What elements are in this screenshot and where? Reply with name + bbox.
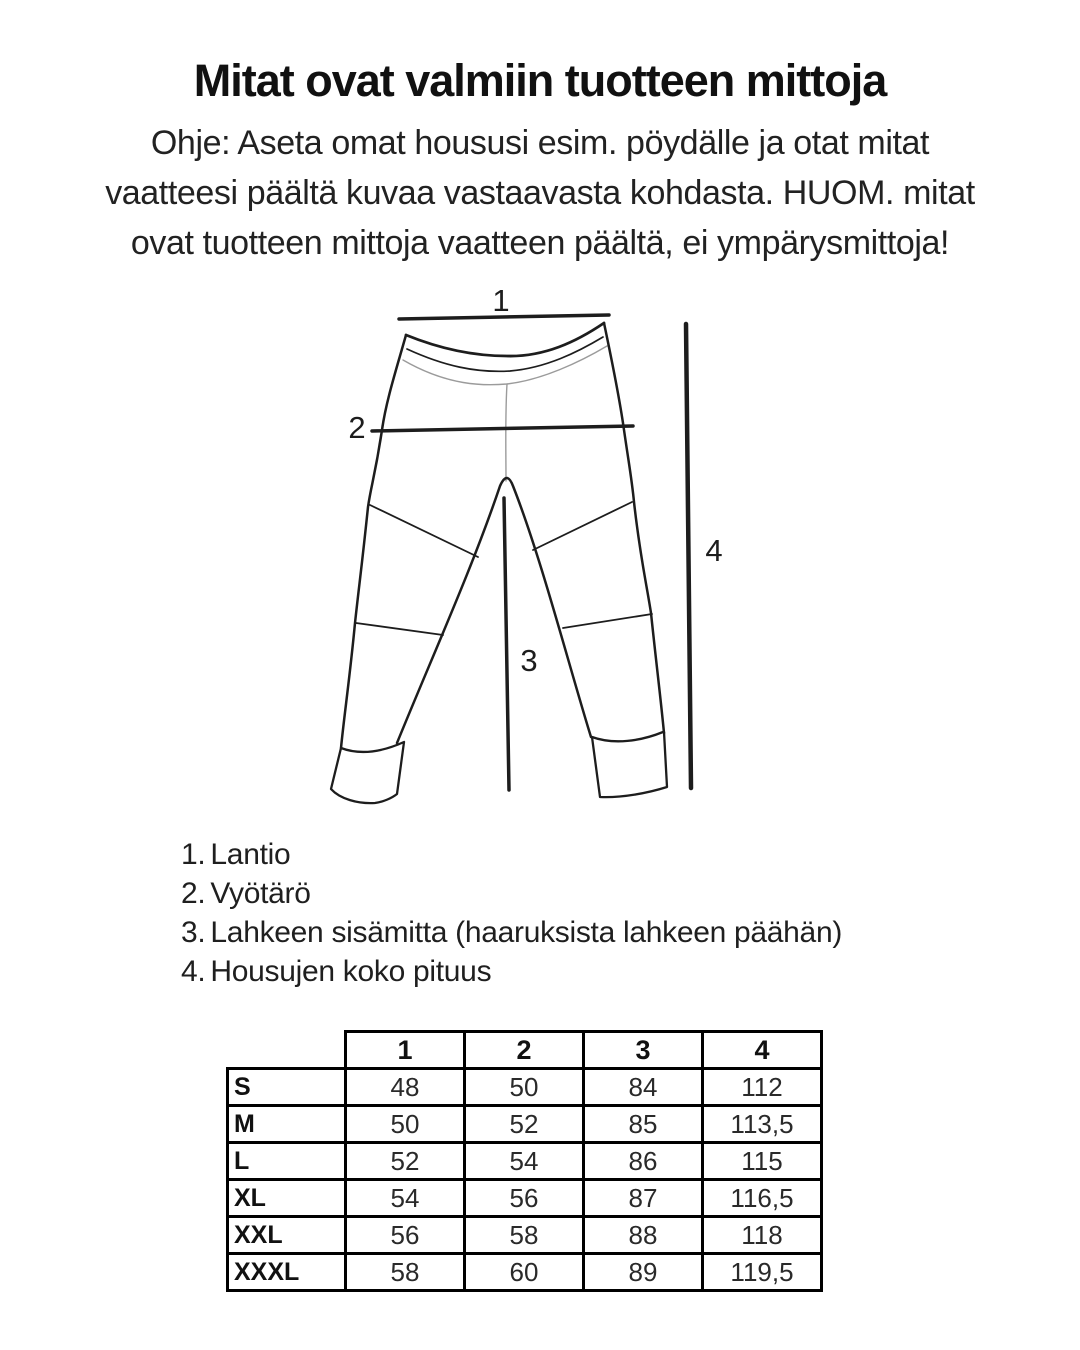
measurement-value-cell: 86 xyxy=(584,1143,703,1180)
measurement-line-4 xyxy=(686,324,691,788)
measurement-value-cell: 112 xyxy=(703,1069,822,1106)
instructions xyxy=(0,118,1080,268)
measurement-value-cell: 54 xyxy=(346,1180,465,1217)
column-header-3: 3 xyxy=(584,1032,703,1069)
measurement-label-3: 3 xyxy=(520,643,538,678)
measurement-value-cell: 52 xyxy=(346,1143,465,1180)
measurement-line-3 xyxy=(504,498,509,790)
table-row xyxy=(228,1143,822,1180)
measurement-value-cell: 56 xyxy=(465,1180,584,1217)
measurement-value-cell: 84 xyxy=(584,1069,703,1106)
measurement-value-cell: 56 xyxy=(346,1217,465,1254)
pants-diagram xyxy=(320,285,780,815)
size-label-cell: M xyxy=(228,1106,346,1143)
table-row xyxy=(228,1180,822,1217)
legend-item-number: 4. xyxy=(181,955,206,988)
size-label-cell: XXL xyxy=(228,1217,346,1254)
measurement-value-cell: 54 xyxy=(465,1143,584,1180)
instruction-line: Ohje: Aseta omat housusi esim. pöydälle ja otat mitat xyxy=(150,124,930,162)
table-row xyxy=(228,1254,822,1291)
waistband-top-edge xyxy=(406,323,604,356)
column-header-4: 4 xyxy=(703,1032,822,1069)
table-corner-cell xyxy=(228,1032,346,1069)
size-label-cell: L xyxy=(228,1143,346,1180)
legend-item-label: Lahkeen sisämitta (haaruksista lahkeen päähän) xyxy=(210,916,843,949)
measurement-value-cell: 113,5 xyxy=(703,1106,822,1143)
measurement-value-cell: 85 xyxy=(584,1106,703,1143)
measurement-value-cell: 60 xyxy=(465,1254,584,1291)
size-label-cell: S xyxy=(228,1069,346,1106)
legend-item xyxy=(181,874,842,913)
legend-item-number: 2. xyxy=(181,877,206,910)
measurement-value-cell: 119,5 xyxy=(703,1254,822,1291)
measurement-value-cell: 52 xyxy=(465,1106,584,1143)
waistband-seam xyxy=(407,337,603,371)
measurement-value-cell: 50 xyxy=(465,1069,584,1106)
legend-item xyxy=(181,913,842,952)
measurement-value-cell: 87 xyxy=(584,1180,703,1217)
measurement-value-cell: 58 xyxy=(465,1217,584,1254)
column-header-1: 1 xyxy=(346,1032,465,1069)
inseam-edges xyxy=(397,478,591,743)
measurement-value-cell: 116,5 xyxy=(703,1180,822,1217)
measurement-value-cell: 115 xyxy=(703,1143,822,1180)
left-cuff xyxy=(331,742,404,803)
measurement-line-2 xyxy=(372,426,633,431)
legend-item xyxy=(181,835,842,874)
column-header-2: 2 xyxy=(465,1032,584,1069)
measurement-value-cell: 58 xyxy=(346,1254,465,1291)
measurement-value-cell: 88 xyxy=(584,1217,703,1254)
left-outer-edge xyxy=(341,335,406,748)
center-front-seam xyxy=(506,384,507,481)
size-table xyxy=(226,1030,823,1292)
size-label-cell: XXXL xyxy=(228,1254,346,1291)
measurement-label-2: 2 xyxy=(348,410,366,445)
pants-drawing xyxy=(320,285,780,815)
legend-item-label: Housujen koko pituus xyxy=(210,955,492,988)
page-title: Mitat ovat valmiin tuotteen mittoja xyxy=(193,55,887,106)
left-knee-patch-seam xyxy=(356,505,478,635)
measurement-label-4: 4 xyxy=(705,533,723,568)
size-label-cell: XL xyxy=(228,1180,346,1217)
size-table-header-row xyxy=(228,1032,822,1069)
instruction-line: vaatteesi päältä kuvaa vastaavasta kohdasta. HUOM. mitat xyxy=(105,174,975,212)
legend-item-label: Lantio xyxy=(210,838,291,871)
legend-item-number: 3. xyxy=(181,916,206,949)
right-cuff xyxy=(592,732,667,797)
measurement-legend xyxy=(181,835,842,991)
legend-item-label: Vyötärö xyxy=(210,877,311,910)
measurement-value-cell: 89 xyxy=(584,1254,703,1291)
table-row xyxy=(228,1069,822,1106)
measurement-value-cell: 118 xyxy=(703,1217,822,1254)
measurement-value-cell: 50 xyxy=(346,1106,465,1143)
right-outer-edge xyxy=(604,323,664,733)
legend-item-number: 1. xyxy=(181,838,206,871)
measurement-value-cell: 48 xyxy=(346,1069,465,1106)
table-row xyxy=(228,1106,822,1143)
table-row xyxy=(228,1217,822,1254)
measurement-label-1: 1 xyxy=(492,285,510,318)
legend-item xyxy=(181,952,842,991)
instruction-line: ovat tuotteen mittoja vaatteen päältä, ei ympärysmittoja! xyxy=(130,224,950,262)
right-knee-patch-seam xyxy=(533,502,652,628)
